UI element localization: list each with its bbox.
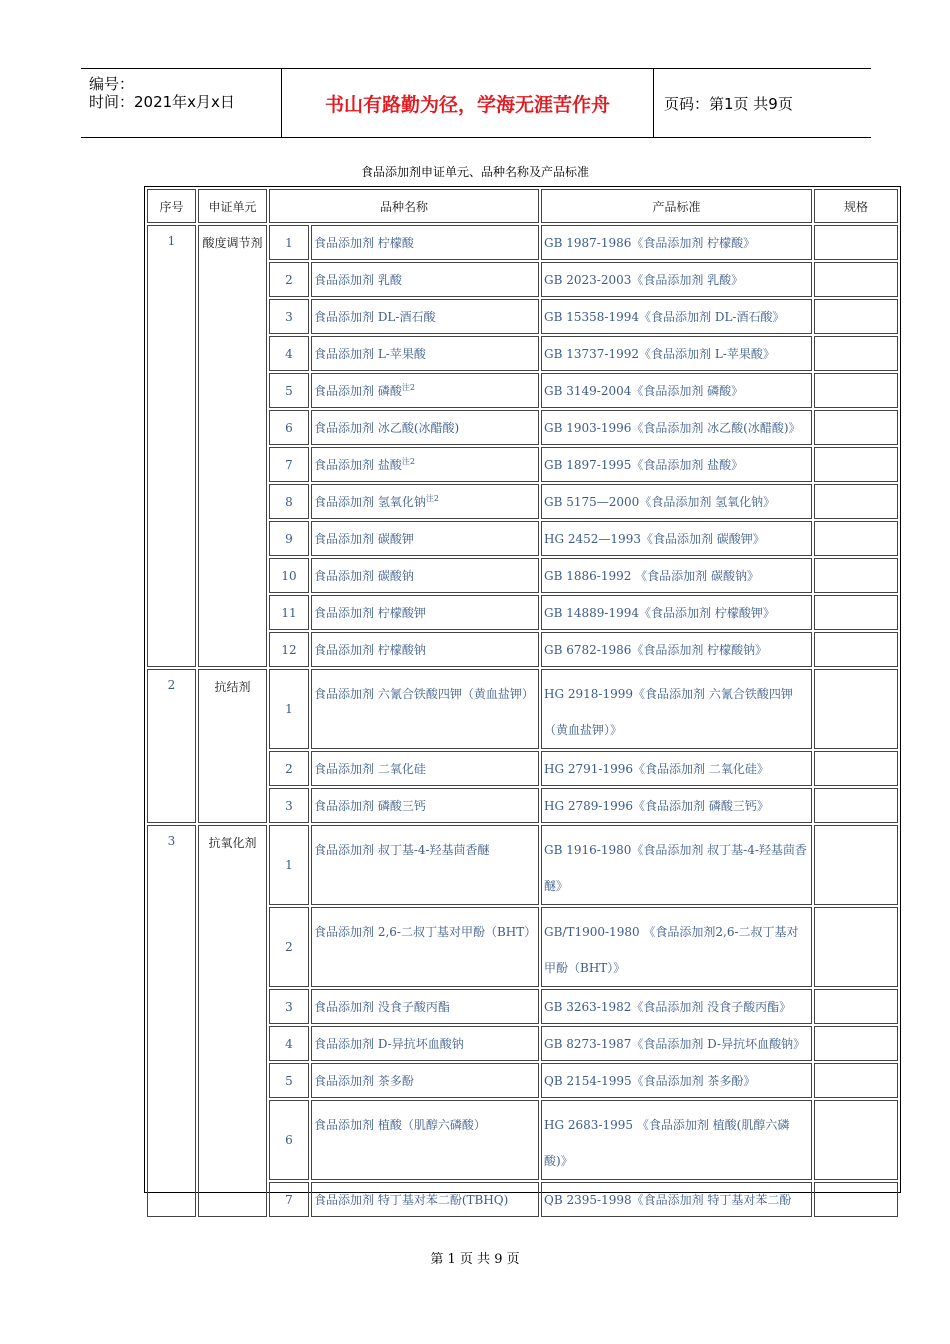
- spec-cell: [814, 595, 898, 630]
- header-motto: 书山有路勤为径，学海无涯苦作舟: [282, 69, 654, 137]
- footnote-marker: 注2: [425, 494, 439, 503]
- table-body: [147, 225, 898, 1217]
- variety-name-cell: [311, 410, 539, 445]
- variety-name-text: 食品添加剂 L-苹果酸: [314, 347, 426, 361]
- standards-table: [145, 187, 900, 1219]
- product-standard-cell: GB 3149-2004《食品添加剂 磷酸》: [541, 373, 812, 408]
- variety-name-cell: [311, 1182, 539, 1217]
- header-unit: 申证单元: [198, 189, 267, 223]
- product-standard-cell: GB 1886-1992 《食品添加剂 碳酸钠》: [541, 558, 812, 593]
- product-standard-cell: HG 2452—1993《食品添加剂 碳酸钾》: [541, 521, 812, 556]
- product-standard-cell: GB 3263-1982《食品添加剂 没食子酸丙酯》: [541, 989, 812, 1024]
- spec-cell: [814, 410, 898, 445]
- spec-cell: [814, 751, 898, 786]
- variety-name-cell: [311, 521, 539, 556]
- spec-cell: [814, 225, 898, 260]
- variety-name-cell: [311, 558, 539, 593]
- variety-name-text: 食品添加剂 柠檬酸钾: [314, 606, 426, 620]
- product-standard-cell: GB 13737-1992《食品添加剂 L-苹果酸》: [541, 336, 812, 371]
- spec-cell: [814, 484, 898, 519]
- variety-name-text: 食品添加剂 氢氧化钠: [314, 495, 426, 509]
- page-header: [81, 68, 871, 138]
- header-page-info: 页码：第1页 共9页: [664, 94, 793, 113]
- variety-name-cell: [311, 825, 539, 905]
- variety-name-text: 食品添加剂 碳酸钾: [314, 532, 414, 546]
- item-index-cell: 3: [269, 989, 309, 1024]
- variety-name-text: 食品添加剂 磷酸: [314, 384, 402, 398]
- standards-table-frame: [144, 186, 901, 1207]
- item-index-cell: 5: [269, 1063, 309, 1098]
- variety-name-text: 食品添加剂 植酸（肌醇六磷酸）: [314, 1118, 486, 1132]
- variety-name-cell: [311, 262, 539, 297]
- variety-name-cell: [311, 788, 539, 823]
- variety-name-cell: [311, 669, 539, 749]
- item-index-cell: 8: [269, 484, 309, 519]
- spec-cell: [814, 521, 898, 556]
- number-label: 编号：: [89, 75, 135, 93]
- variety-name-text: 食品添加剂 叔丁基-4-羟基茴香醚: [314, 843, 490, 857]
- spec-cell: [814, 1182, 898, 1217]
- variety-name-text: 食品添加剂 柠檬酸: [314, 236, 414, 250]
- variety-name-text: 食品添加剂 冰乙酸(冰醋酸): [314, 421, 460, 435]
- variety-name-cell: [311, 1026, 539, 1061]
- table-row: [147, 669, 898, 749]
- table-header-row: [147, 189, 898, 223]
- spec-cell: [814, 336, 898, 371]
- group-seq-cell: 3: [147, 825, 196, 1217]
- variety-name-cell: [311, 1100, 539, 1180]
- table-row: [147, 825, 898, 905]
- variety-name-text: 食品添加剂 盐酸: [314, 458, 402, 472]
- item-index-cell: 3: [269, 788, 309, 823]
- item-index-cell: 7: [269, 1182, 309, 1217]
- product-standard-cell: GB 1897-1995《食品添加剂 盐酸》: [541, 447, 812, 482]
- group-seq-cell: 2: [147, 669, 196, 823]
- product-standard-cell: GB 1903-1996《食品添加剂 冰乙酸(冰醋酸)》: [541, 410, 812, 445]
- item-index-cell: 1: [269, 669, 309, 749]
- product-standard-cell: GB 2023-2003《食品添加剂 乳酸》: [541, 262, 812, 297]
- product-standard-cell: GB 8273-1987《食品添加剂 D-异抗坏血酸钠》: [541, 1026, 812, 1061]
- variety-name-cell: [311, 225, 539, 260]
- variety-name-text: 食品添加剂 特丁基对苯二酚(TBHQ): [314, 1193, 509, 1207]
- variety-name-text: 食品添加剂 二氧化硅: [314, 762, 426, 776]
- variety-name-text: 食品添加剂 柠檬酸钠: [314, 643, 426, 657]
- product-standard-cell: HG 2918-1999《食品添加剂 六氰合铁酸四钾（黄血盐钾）》: [541, 669, 812, 749]
- product-standard-cell: QB 2154-1995《食品添加剂 茶多酚》: [541, 1063, 812, 1098]
- page-footer: 第 1 页 共 9 页: [430, 1252, 520, 1267]
- item-index-cell: 6: [269, 410, 309, 445]
- header-product-standard: 产品标准: [541, 189, 812, 223]
- variety-name-text: 食品添加剂 磷酸三钙: [314, 799, 426, 813]
- spec-cell: [814, 373, 898, 408]
- spec-cell: [814, 1026, 898, 1061]
- variety-name-cell: [311, 447, 539, 482]
- variety-name-text: 食品添加剂 乳酸: [314, 273, 402, 287]
- variety-name-text: 食品添加剂 DL-酒石酸: [314, 310, 436, 324]
- variety-name-cell: [311, 484, 539, 519]
- spec-cell: [814, 299, 898, 334]
- item-index-cell: 5: [269, 373, 309, 408]
- spec-cell: [814, 825, 898, 905]
- variety-name-cell: [311, 336, 539, 371]
- variety-name-cell: [311, 907, 539, 987]
- product-standard-cell: GB 1916-1980《食品添加剂 叔丁基-4-羟基茴香醚》: [541, 825, 812, 905]
- variety-name-text: 食品添加剂 没食子酸丙酯: [314, 1000, 450, 1014]
- variety-name-text: 食品添加剂 六氰合铁酸四钾（黄血盐钾）: [314, 687, 534, 701]
- header-variety-name: 品种名称: [269, 189, 539, 223]
- variety-name-text: 食品添加剂 茶多酚: [314, 1074, 414, 1088]
- item-index-cell: 2: [269, 751, 309, 786]
- item-index-cell: 1: [269, 825, 309, 905]
- spec-cell: [814, 669, 898, 749]
- table-row: [147, 225, 898, 260]
- spec-cell: [814, 989, 898, 1024]
- product-standard-cell: QB 2395-1998《食品添加剂 特丁基对苯二酚: [541, 1182, 812, 1217]
- group-unit-cell: 抗结剂: [198, 669, 267, 823]
- item-index-cell: 12: [269, 632, 309, 667]
- item-index-cell: 11: [269, 595, 309, 630]
- item-index-cell: 2: [269, 262, 309, 297]
- variety-name-cell: [311, 989, 539, 1024]
- item-index-cell: 2: [269, 907, 309, 987]
- spec-cell: [814, 632, 898, 667]
- group-unit-cell: 酸度调节剂: [198, 225, 267, 667]
- variety-name-cell: [311, 595, 539, 630]
- spec-cell: [814, 1063, 898, 1098]
- item-index-cell: 3: [269, 299, 309, 334]
- spec-cell: [814, 262, 898, 297]
- variety-name-text: 食品添加剂 碳酸钠: [314, 569, 414, 583]
- time-label: 时间：2021年x月x日: [89, 93, 235, 111]
- product-standard-cell: GB 15358-1994《食品添加剂 DL-酒石酸》: [541, 299, 812, 334]
- product-standard-cell: HG 2789-1996《食品添加剂 磷酸三钙》: [541, 788, 812, 823]
- header-spec: 规格: [814, 189, 898, 223]
- variety-name-cell: [311, 373, 539, 408]
- product-standard-cell: GB 6782-1986《食品添加剂 柠檬酸钠》: [541, 632, 812, 667]
- spec-cell: [814, 447, 898, 482]
- product-standard-cell: GB 5175—2000《食品添加剂 氢氧化钠》: [541, 484, 812, 519]
- item-index-cell: 4: [269, 1026, 309, 1061]
- spec-cell: [814, 558, 898, 593]
- item-index-cell: 10: [269, 558, 309, 593]
- group-seq-cell: 1: [147, 225, 196, 667]
- group-unit-cell: 抗氧化剂: [198, 825, 267, 1217]
- footnote-marker: 注2: [401, 383, 415, 392]
- product-standard-cell: HG 2683-1995 《食品添加剂 植酸(肌醇六磷酸)》: [541, 1100, 812, 1180]
- item-index-cell: 6: [269, 1100, 309, 1180]
- header-meta: [81, 69, 282, 137]
- product-standard-cell: GB 14889-1994《食品添加剂 柠檬酸钾》: [541, 595, 812, 630]
- product-standard-cell: HG 2791-1996《食品添加剂 二氧化硅》: [541, 751, 812, 786]
- variety-name-cell: [311, 751, 539, 786]
- item-index-cell: 9: [269, 521, 309, 556]
- item-index-cell: 4: [269, 336, 309, 371]
- variety-name-cell: [311, 299, 539, 334]
- spec-cell: [814, 907, 898, 987]
- product-standard-cell: GB/T1900-1980 《食品添加剂2,6-二叔丁基对甲酚（BHT）》: [541, 907, 812, 987]
- item-index-cell: 7: [269, 447, 309, 482]
- variety-name-cell: [311, 632, 539, 667]
- document-title: 食品添加剂申证单元、品种名称及产品标准: [360, 165, 589, 179]
- variety-name-cell: [311, 1063, 539, 1098]
- item-index-cell: 1: [269, 225, 309, 260]
- variety-name-text: 食品添加剂 D-异抗坏血酸钠: [314, 1037, 464, 1051]
- spec-cell: [814, 1100, 898, 1180]
- variety-name-text: 食品添加剂 2,6-二叔丁基对甲酚（BHT）: [314, 925, 537, 939]
- footnote-marker: 注2: [401, 457, 415, 466]
- spec-cell: [814, 788, 898, 823]
- header-seq: 序号: [147, 189, 196, 223]
- product-standard-cell: GB 1987-1986《食品添加剂 柠檬酸》: [541, 225, 812, 260]
